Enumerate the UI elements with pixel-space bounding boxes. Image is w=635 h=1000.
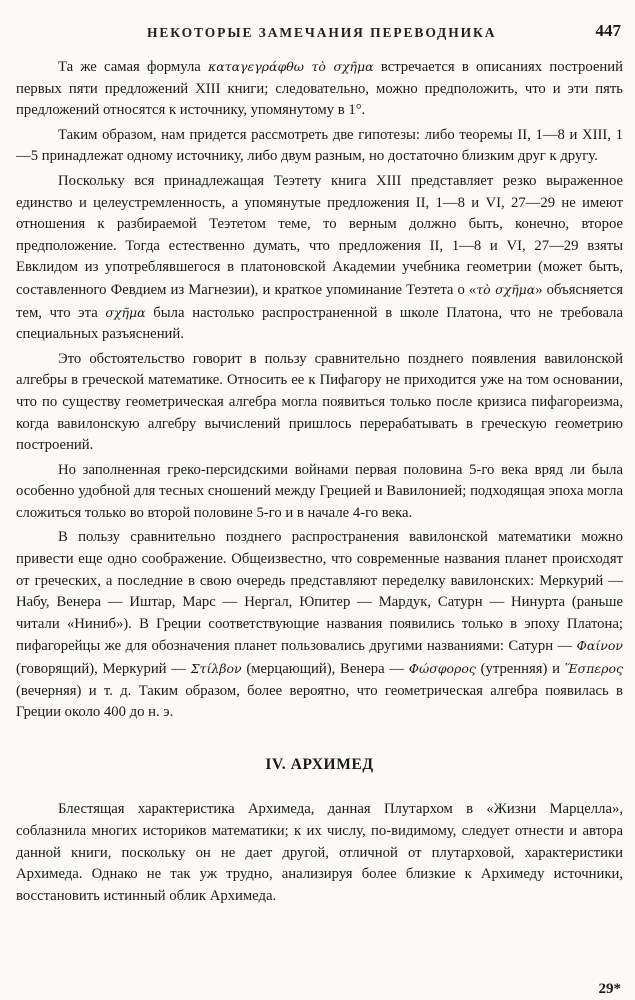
paragraph [16,799,623,907]
paragraph [16,171,623,346]
section-paragraphs [16,799,623,907]
paragraph [16,527,623,723]
paragraph [16,349,623,457]
paragraph-text: (вечерняя) и т. д. Таким образом, более вероятно, что геометрическая алгебра появилась в Греции около 400 до н. э. [16,682,623,721]
paragraph-text: Та же самая формула [58,59,209,75]
greek-term: σχῆμα [105,304,146,320]
paragraph-text: была настолько распространенной в школе Платона, что не требовала специальных разъяснений. [16,304,623,343]
paragraph-text: В пользу сравнительно позднего распространения вавилонской математики можно привести еще одно соображение. Общеизвестно, что современные названия планет происходят от греческих, а последние в свою очередь представляют переделку вавилонских: Меркурий — Набу, Венера — Иштар, Марс — Нергал, Юпитер — Мардук, Сатурн — Нинурта (раньше читали «Ниниб»). В Греции соответствующие названия появились только в эпоху Платона; пифагорейцы же для обозначения планет пользовались другими названиями: Сатурн — [16,529,623,655]
paragraph-text: Таким образом, нам придется рассмотреть две гипотезы: либо теоремы II, 1—8 и XIII, 1—5 принадлежат одному источнику, либо двум разным, но достаточно близким друг к другу. [16,126,623,165]
paragraph-text: встречается в описаниях построений первых пяти предложений XIII книги; следовательно, можно предположить, что и эти пять предложений относятся к источнику, упомянутому в 1°. [16,59,623,119]
paragraph-text: (говорящий), Меркурий — [16,661,191,678]
paragraph-text: » объясняется тем, что эта [16,281,623,321]
paragraphs [16,56,623,724]
page-body [16,56,623,907]
greek-term: καταγεγράφθω τὸ σχῆμα [208,59,374,74]
paragraph-text: Блестящая характеристика Архимеда, данная Плутархом в «Жизни Марцелла», соблазнила многих историков математики; к их числу, по-видимому, следует отнести и автора данной книги, поскольку он не дает другой, отличной от плутарховой, характеристики Архимеда. Однако не так уж трудно, анализируя более близкие к Архимеду источники, восстановить истинный облик Архимеда. [16,801,623,904]
paragraph-text: Это обстоятельство говорит в пользу сравнительно позднего появления вавилонской алгебры в греческой математике. Относить ее к Пифагору не приходится уже на том основании, что по существу геометрическая алгебра могла появиться только после кризиса пифагореизма, когда вавилонскую алгебру вычислений пришлось перерабатывать в греческую геометрию построений. [16,350,623,454]
paragraph-text: Поскольку вся принадлежащая Теэтету книга XIII представляет резко выраженное единство и целеустремленность, а упомянутые предложения II, 1—8 и VI, 27—29 не имеют отношения к разбираемой Теэтетом теме, то верным должно быть, конечно, второе предположение. Тогда естественно думать, что предложения II, 1—8 и VI, 27—29 взяты Евклидом из употреблявшегося в платоновской Академии учебника геометрии (может быть, составленного Февдием из Магнезии), и краткое упоминание Теэтета о « [16,172,623,298]
greek-term: Φαίνον [576,638,623,654]
paragraph-text: (мерцающий), Венера — [241,661,409,678]
running-head-title: НЕКОТОРЫЕ ЗАМЕЧАНИЯ ПЕРЕВОДНИКА [147,25,497,40]
greek-term: Ἕσπερος [564,661,623,677]
paragraph-text: (утренняя) и [475,661,565,678]
greek-term: τὸ σχῆμα [476,281,536,297]
page-number: 447 [595,21,621,40]
greek-term: Φώσφορος [408,661,476,677]
paragraph-text: Но заполненная греко-персидскими войнами первая половина 5-го века вряд ли была особенно удобной для тесных сношений между Грецией и Вавилонией; подходящая эпоха могла сложиться только во второй половине 5-го и в начале 4-го века. [16,461,623,521]
section-title: IV. АРХИМЕД [265,755,374,773]
signature-mark: 29* [598,981,621,997]
paragraph [16,56,623,122]
greek-term: Στίλβον [190,661,242,677]
paragraph [16,460,623,525]
paragraph [16,125,623,168]
running-head [0,18,635,48]
